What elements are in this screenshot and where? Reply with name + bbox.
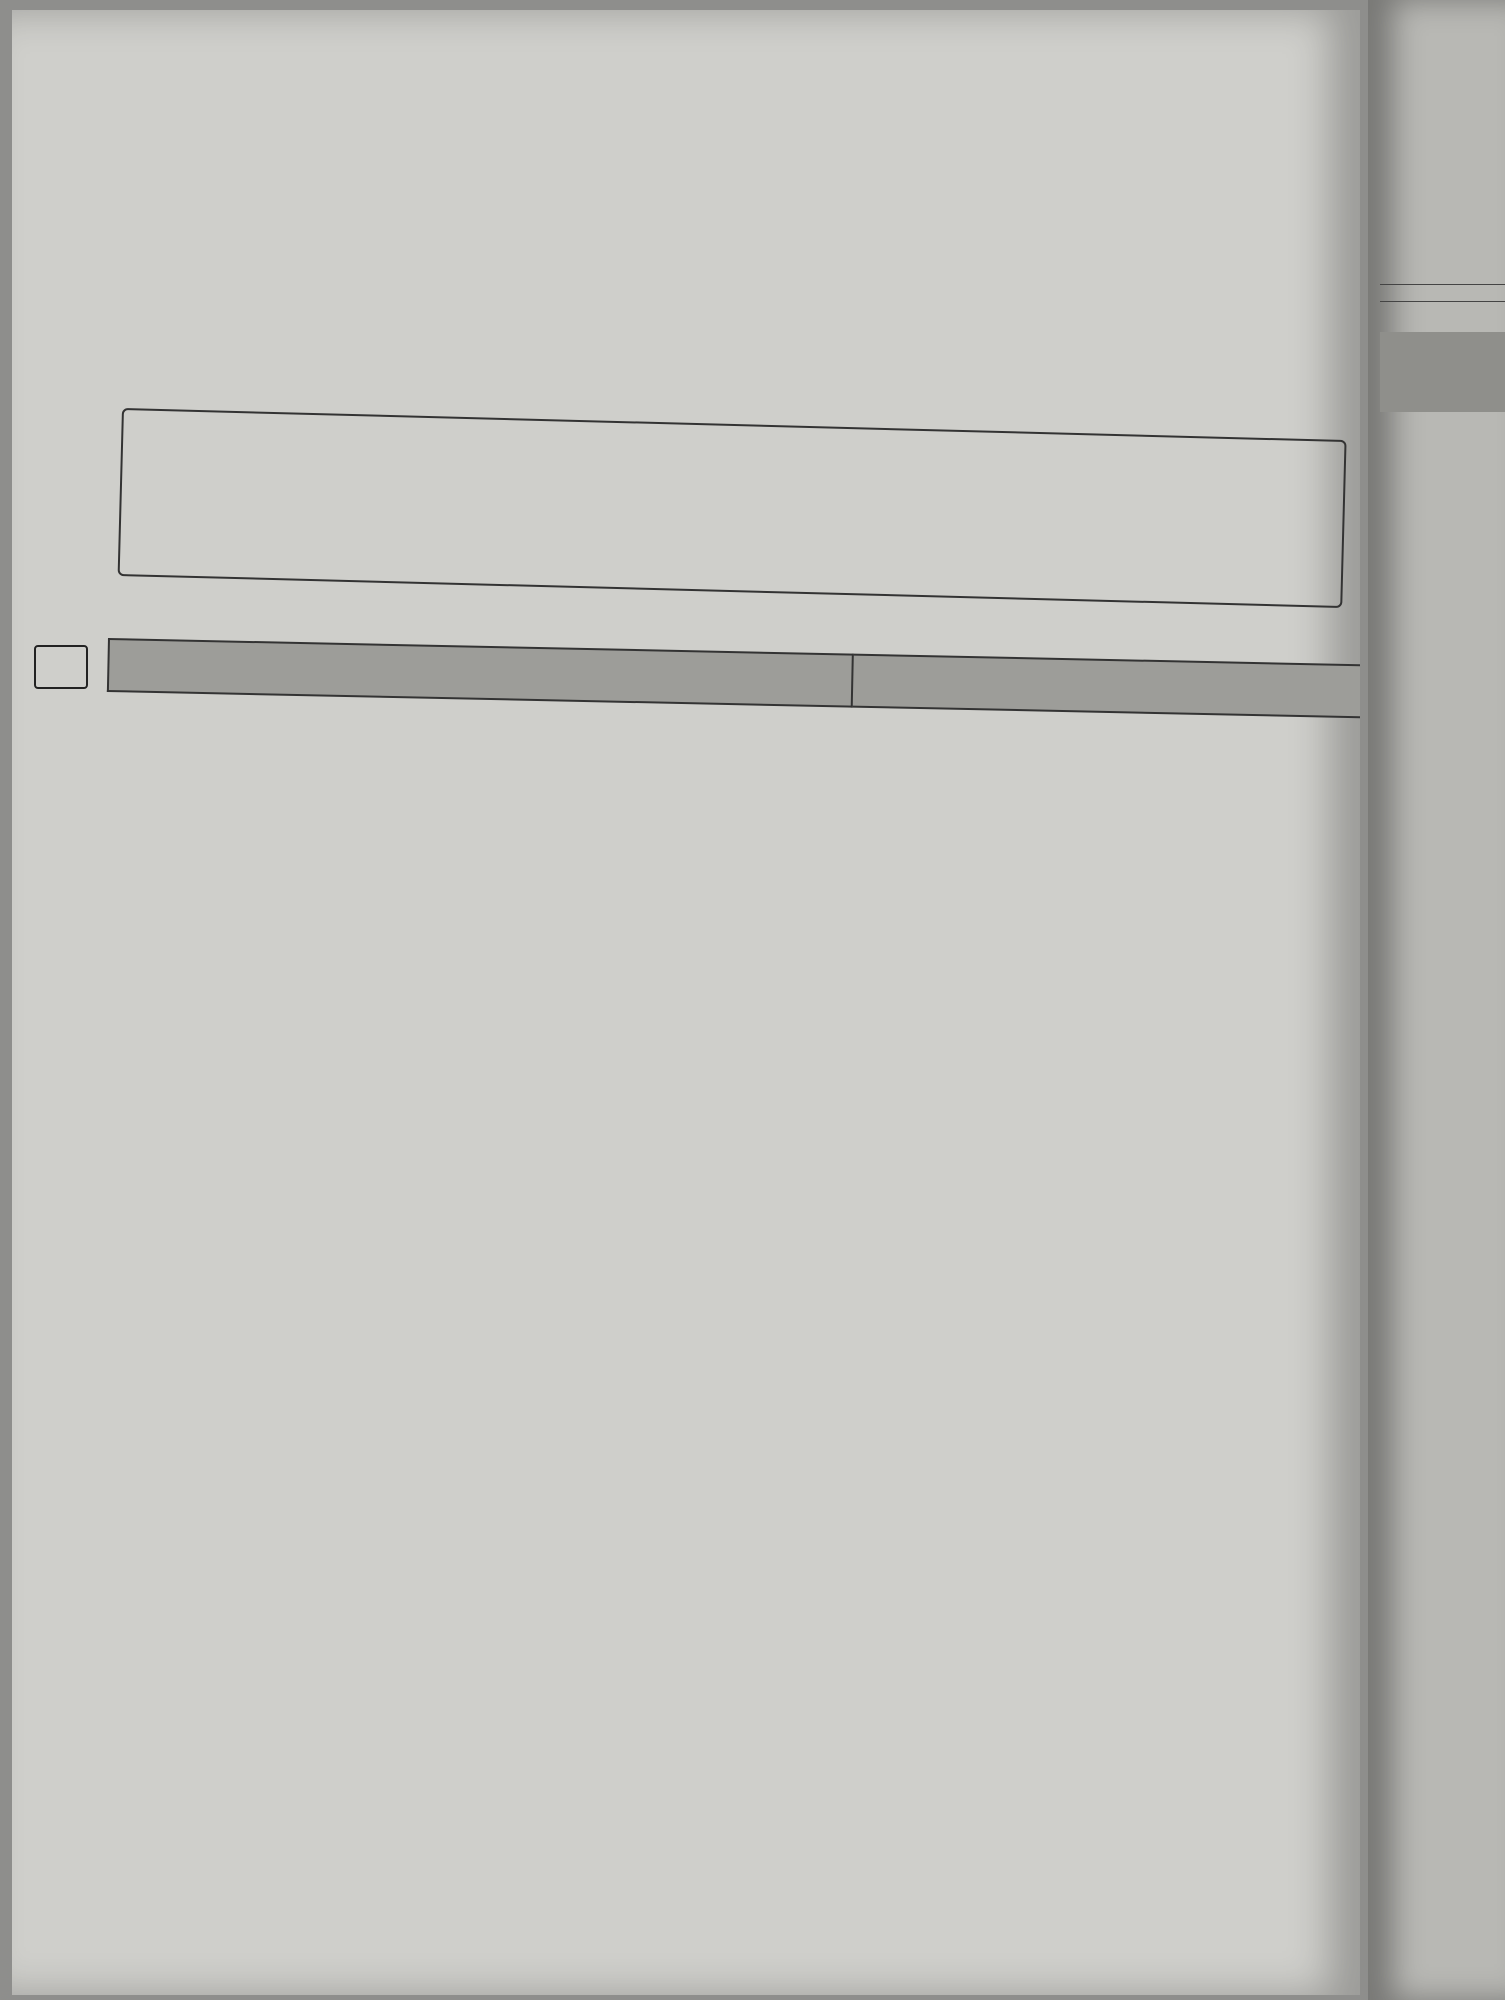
right-grey-band — [1380, 332, 1505, 412]
exercise-table — [107, 638, 1360, 719]
left-page — [12, 10, 1360, 1995]
right-page-edge — [1368, 0, 1505, 2000]
task-number — [34, 645, 88, 689]
instruction-box — [118, 408, 1347, 608]
intro-paragraph — [40, 88, 1339, 133]
column-header-work — [108, 639, 853, 707]
right-page-strip — [1380, 10, 1505, 412]
right-count-label — [1380, 284, 1505, 302]
column-header-answer — [852, 655, 1360, 718]
